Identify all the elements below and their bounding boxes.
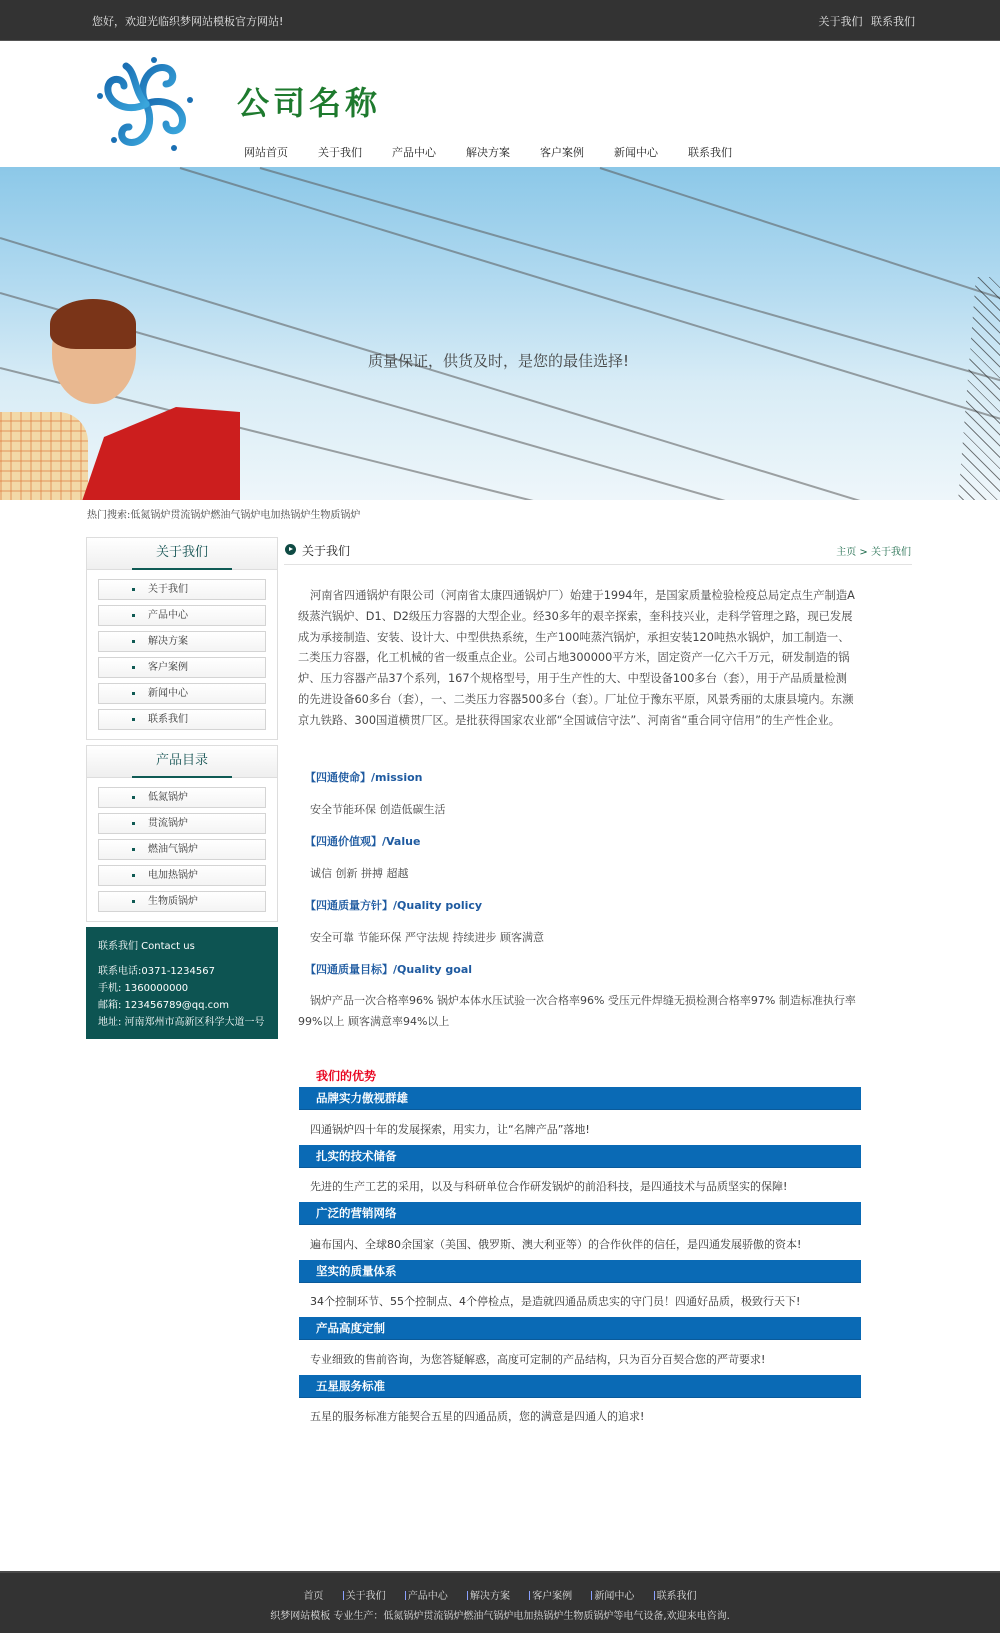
footer-link-label: 客户案例: [532, 1591, 573, 1602]
sidebar-item-label: 客户案例: [148, 662, 188, 673]
power-line: [600, 167, 1000, 354]
bullet-icon: [132, 588, 135, 591]
company-name: 公司名称: [237, 84, 382, 122]
advantage-text-brand: 四通锅炉四十年的发展探索，用实力，让“名牌产品”落地!: [310, 1123, 590, 1136]
footer-link-contact[interactable]: [654, 1591, 697, 1602]
product-item-once-through[interactable]: [98, 813, 266, 834]
footer-link-news[interactable]: [591, 1591, 634, 1602]
contact-address: 地址: 河南郑州市高新区科学大道一号: [98, 1017, 265, 1028]
sidebar-about-title: 关于我们: [155, 545, 208, 560]
footer-link-label: 联系我们: [656, 1591, 697, 1602]
nav-contact[interactable]: 联系我们: [688, 146, 732, 159]
banner-slogan: 质量保证，供货及时，是您的最佳选择!: [368, 352, 630, 370]
sidebar-item-label: 联系我们: [148, 714, 188, 725]
banner-person-body: [80, 407, 240, 500]
footer-links: [0, 1587, 1000, 1602]
sidebar-item-news[interactable]: [98, 683, 266, 704]
product-item-label: 贯流锅炉: [148, 818, 188, 829]
bullet-icon: [132, 796, 135, 799]
sidebar-products-header: [87, 746, 277, 778]
title-underline: [132, 568, 232, 570]
main-nav: [244, 144, 762, 160]
bullet-icon: [132, 874, 135, 877]
advantage-text-tech: 先进的生产工艺的采用，以及与科研单位合作研发锅炉的前沿科技，是四通技术与品质坚实的保障!: [310, 1180, 788, 1193]
play-circle-icon: [285, 544, 296, 555]
power-line: [180, 167, 1000, 432]
title-underline: [132, 776, 232, 778]
sidebar-item-solutions[interactable]: [98, 631, 266, 652]
separator-icon: [529, 1591, 530, 1600]
footer-copyright: 织梦网站模板 专业生产：低氮锅炉贯流锅炉燃油气锅炉电加热锅炉生物质锅炉等电气设备,欢迎来电咨询.: [270, 1611, 730, 1622]
advantage-text-marketing: 遍布国内、全球80余国家（美国、俄罗斯、澳大利亚等）的合作伙伴的信任，是四通发展骄傲的资本!: [310, 1238, 802, 1251]
separator-icon: [591, 1591, 592, 1600]
sidebar-item-label: 新闻中心: [148, 688, 188, 699]
sidebar-products-title: 产品目录: [155, 753, 208, 768]
advantage-bar-tech: 扎实的技术储备: [299, 1145, 861, 1168]
product-item-electric[interactable]: [98, 865, 266, 886]
header: [0, 41, 1000, 167]
contact-phone: 联系电话:0371-1234567: [98, 966, 215, 977]
breadcrumb-current[interactable]: 关于我们: [871, 547, 911, 558]
advantages-title: 我们的优势: [316, 1069, 377, 1083]
product-item-label: 电加热锅炉: [148, 870, 198, 881]
contact-email: 邮箱: 123456789@qq.com: [98, 1000, 230, 1011]
separator-icon: [405, 1591, 406, 1600]
product-item-label: 低氮锅炉: [148, 792, 188, 803]
product-item-label: 燃油气锅炉: [148, 844, 198, 855]
nav-home[interactable]: 网站首页: [244, 146, 288, 159]
footer-link-home[interactable]: 首页: [303, 1591, 324, 1602]
nav-products[interactable]: 产品中心: [392, 146, 436, 159]
hot-search: 热门搜索:低氮锅炉贯流锅炉燃油气锅炉电加热锅炉生物质锅炉: [87, 510, 361, 521]
product-item-oil-gas[interactable]: [98, 839, 266, 860]
advantage-text-customization: 专业细致的售前咨询，为您答疑解惑，高度可定制的产品结构，只为百分百契合您的严苛要求!: [310, 1353, 766, 1366]
sidebar-about-list: [87, 570, 277, 739]
power-tower: [940, 277, 1000, 500]
breadcrumb-separator: >: [859, 547, 868, 558]
swirl-logo-icon[interactable]: [96, 54, 196, 154]
nav-cases[interactable]: 客户案例: [540, 146, 584, 159]
sidebar-products-box: [86, 745, 278, 922]
footer-link-label: 产品中心: [407, 1591, 448, 1602]
footer-link-solutions[interactable]: [467, 1591, 510, 1602]
value-text: 诚信 创新 拼搏 超越: [310, 867, 409, 880]
top-links: [814, 13, 916, 29]
bullet-icon: [132, 614, 135, 617]
sidebar-item-label: 解决方案: [148, 636, 188, 647]
power-line: [260, 167, 1000, 417]
sidebar-item-label: 产品中心: [148, 610, 188, 621]
advantage-bar-brand: 品牌实力傲视群雄: [299, 1087, 861, 1110]
content-header: [284, 541, 912, 565]
hero-banner: [0, 167, 1000, 500]
advantage-text-quality: 34个控制环节、55个控制点、4个停检点，是造就四通品质忠实的守门员！四通好品质，极致行天下!: [310, 1295, 801, 1308]
footer-link-label: 关于我们: [345, 1591, 386, 1602]
bullet-icon: [132, 900, 135, 903]
mission-text: 安全节能环保 创造低碳生活: [310, 803, 446, 816]
product-item-low-nitrogen[interactable]: [98, 787, 266, 808]
sidebar-item-contact[interactable]: [98, 709, 266, 730]
product-item-label: 生物质锅炉: [148, 896, 198, 907]
nav-news[interactable]: 新闻中心: [614, 146, 658, 159]
sidebar-products-list: [87, 778, 277, 921]
footer-link-label: 解决方案: [470, 1591, 510, 1602]
bullet-icon: [132, 692, 135, 695]
advantage-bar-marketing: 广泛的营销网络: [299, 1202, 861, 1225]
sidebar-about-box: [86, 537, 278, 740]
sidebar-about-header: [87, 538, 277, 570]
footer-link-products[interactable]: [405, 1591, 448, 1602]
nav-about[interactable]: 关于我们: [318, 146, 362, 159]
top-link-contact[interactable]: 联系我们: [871, 15, 915, 28]
footer-link-about[interactable]: [343, 1591, 386, 1602]
advantage-bar-service: 五星服务标准: [299, 1375, 861, 1398]
top-link-about[interactable]: 关于我们: [818, 15, 863, 28]
welcome-text: 您好，欢迎光临织梦网站模板官方网站!: [92, 15, 284, 28]
quality-policy-heading: 【四通质量方针】/Quality policy: [305, 899, 483, 912]
banner-person-side: [0, 412, 88, 500]
advantage-bar-quality: 坚实的质量体系: [299, 1260, 861, 1283]
nav-solutions[interactable]: 解决方案: [466, 146, 510, 159]
advantage-text-service: 五星的服务标准方能契合五星的四通品质，您的满意是四通人的追求!: [310, 1410, 645, 1423]
sidebar-item-label: 关于我们: [148, 584, 188, 595]
contact-mobile: 手机: 1360000000: [98, 983, 189, 994]
sidebar-item-products[interactable]: [98, 605, 266, 626]
bullet-icon: [132, 666, 135, 669]
bullet-icon: [132, 718, 135, 721]
top-bar: [0, 0, 1000, 41]
contact-title: 联系我们 Contact us: [98, 941, 195, 952]
footer-link-cases[interactable]: [529, 1591, 572, 1602]
separator-icon: [467, 1591, 468, 1600]
bullet-icon: [132, 848, 135, 851]
banner-person-hair: [50, 299, 136, 349]
quality-goal-heading: 【四通质量目标】/Quality goal: [305, 963, 473, 976]
product-item-biomass[interactable]: [98, 891, 266, 912]
contact-box: [86, 927, 278, 1039]
footer: [0, 1571, 1000, 1633]
bullet-icon: [132, 822, 135, 825]
separator-icon: [654, 1591, 655, 1600]
bullet-icon: [132, 640, 135, 643]
breadcrumb-home[interactable]: 主页: [836, 547, 857, 558]
separator-icon: [343, 1591, 344, 1600]
page-title: 关于我们: [302, 544, 351, 558]
company-intro: 河南省四通锅炉有限公司（河南省太康四通锅炉厂）始建于1994年，是国家质量检验检疫总局定点生产制造A级蒸汽锅炉、D1、D2级压力容器的大型企业。经30多年的艰辛探索，奎科技兴业，走科学管理之路，现已发展成为承接制造、安装、设计大、中型供热系统，生产100吨蒸汽锅炉，承担安装120吨热水锅炉，加工制造一、二类压力容器，化工机械的省一级重点企业。公司占地300000平方米，固定资产一亿六千万元，研发制造的锅炉、压力容器产品37个系列，167个规格型号，用于生产性的大、中型设备100多台（套），用于产品质量检测的先进设备60多台（套），一、二类压力容器500多台（套）。厂址位于豫东平原，风景秀丽的太康县境内。东濒京九铁路、300国道横贯厂区。是批获得国家农业部“全国诚信守法”、河南省“重合同守信用”的生产性企业。: [298, 589, 855, 727]
value-heading: 【四通价值观】/Value: [305, 835, 421, 848]
mission-heading: 【四通使命】/mission: [305, 771, 423, 784]
sidebar-item-about[interactable]: [98, 579, 266, 600]
advantage-bar-customization: 产品高度定制: [299, 1317, 861, 1340]
sidebar-item-cases[interactable]: [98, 657, 266, 678]
footer-link-label: 新闻中心: [594, 1591, 635, 1602]
breadcrumb: [836, 543, 911, 558]
quality-goal-text: 锅炉产品一次合格率96% 锅炉本体水压试验一次合格率96% 受压元件焊缝无损检测合格率97% 制造标准执行率99%以上 顾客满意率94%以上: [298, 994, 856, 1028]
quality-policy-text: 安全可靠 节能环保 严守法规 持续进步 顾客满意: [310, 931, 544, 944]
